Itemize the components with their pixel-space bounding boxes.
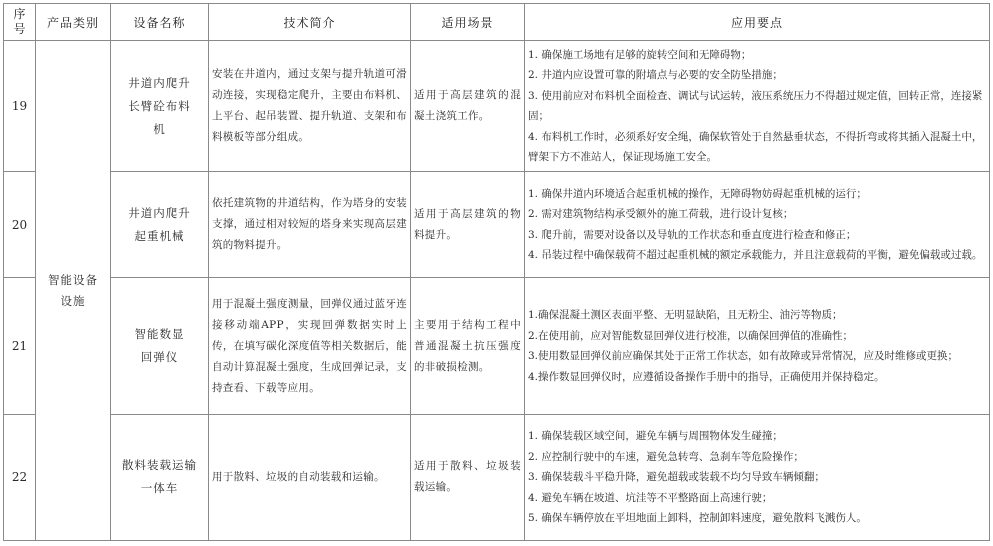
header-scene: 适用场景 (411, 4, 525, 41)
key-points (525, 414, 990, 540)
tech-intro: 用于散料、垃圾的自动装载和运输。 (209, 414, 411, 540)
row-seq: 22 (4, 414, 36, 540)
table-row (4, 172, 990, 278)
header-intro: 技术简介 (209, 4, 411, 41)
device-name: 井道内爬升长臂砼布料机 (111, 41, 209, 172)
header-points: 应用要点 (525, 4, 990, 41)
point-item: 1. 确保施工场地有足够的旋转空间和无障碍物； (528, 48, 752, 61)
point-item: 3.使用数显回弹仪前应确保其处于正常工作状态，如有故障或异常情况，应及时维修或更换； (528, 350, 959, 363)
point-item: 5. 确保车辆停放在平坦地面上卸料，控制卸料速度，避免散料飞溅伤人。 (528, 512, 867, 525)
point-item: 2.在使用前，应对智能数显回弹仪进行校准，以确保回弹值的准确性； (528, 329, 854, 342)
point-item: 1. 确保井道内环境适合起重机械的操作，无障碍物妨碍起重机械的运行； (528, 187, 867, 200)
scene: 适用于高层建筑的物料提升。 (411, 172, 525, 278)
device-name: 井道内爬升起重机械 (111, 172, 209, 278)
equipment-table (3, 3, 990, 541)
header-row (4, 4, 990, 41)
point-item: 3. 确保装载斗平稳升降，避免超载或装载不均匀导致车辆倾翻； (528, 471, 825, 484)
tech-intro: 安装在井道内，通过支架与提升轨道可滑动连接，实现稳定爬升，主要由布料机、上平台、起吊装置、提升轨道、支架和布料模板等部分组成。 (209, 41, 411, 172)
key-points (525, 278, 990, 414)
category-cell: 智能设备设施 (36, 41, 111, 541)
tech-intro: 依托建筑物的井道结构，作为塔身的安装支撑，通过相对较短的塔身来实现高层建筑的物料提升。 (209, 172, 411, 278)
key-points (525, 41, 990, 172)
point-item: 2. 井道内应设置可靠的附墙点与必要的安全防坠措施； (528, 69, 783, 82)
point-item: 1.确保混凝土测区表面平整、无明显缺陷，且无粉尘、油污等物质； (528, 309, 843, 322)
row-seq: 20 (4, 172, 36, 278)
point-item: 4. 布料机工作时，必须系好安全绳，确保软管处于自然悬垂状态，不得折弯或将其插入混凝土中，臂架下方不准站人，保证现场施工安全。 (528, 130, 983, 164)
row-seq: 19 (4, 41, 36, 172)
point-item: 3. 使用前应对布料机全面检查、调试与试运转，液压系统压力不得超过规定值，回转正常，连接紧固； (528, 89, 983, 123)
device-name: 散料装载运输一体车 (111, 414, 209, 540)
scene: 适用于散料、垃圾装载运输。 (411, 414, 525, 540)
scene: 适用于高层建筑的混凝土浇筑工作。 (411, 41, 525, 172)
key-points (525, 172, 990, 278)
point-item: 3. 爬升前，需要对设备以及导轨的工作状态和垂直度进行检查和修正； (528, 228, 857, 241)
point-item: 2. 需对建筑物结构承受额外的施工荷载，进行设计复核； (528, 208, 794, 221)
table-row (4, 278, 990, 414)
point-item: 4.操作数显回弹仪时，应遵循设备操作手册中的指导，正确使用并保持稳定。 (528, 370, 885, 383)
point-item: 1. 确保装载区域空间，避免车辆与周围物体发生碰撞； (528, 430, 783, 443)
point-item: 4. 避免车辆在坡道、坑洼等不平整路面上高速行驶； (528, 491, 773, 504)
table-row (4, 41, 990, 172)
device-name: 智能数显回弹仪 (111, 278, 209, 414)
point-item: 2. 应控制行驶中的车速，避免急转弯、急刹车等危险操作； (528, 450, 804, 463)
row-seq: 21 (4, 278, 36, 414)
header-seq: 序号 (4, 4, 36, 41)
scene: 主要用于结构工程中普通混凝土抗压强度的非破损检测。 (411, 278, 525, 414)
tech-intro: 用于混凝土强度测量，回弹仪通过蓝牙连接移动端APP，实现回弹数据实时上传，在填写碳化深度值等相关数据后，能自动计算混凝土强度，生成回弹记录，支持查看、下载等应用。 (209, 278, 411, 414)
header-category: 产品类别 (36, 4, 111, 41)
header-device: 设备名称 (111, 4, 209, 41)
table-row (4, 414, 990, 540)
point-item: 4. 吊装过程中确保载荷不超过起重机械的额定承载能力，并且注意载荷的平衡，避免偏载或过载。 (528, 249, 983, 262)
